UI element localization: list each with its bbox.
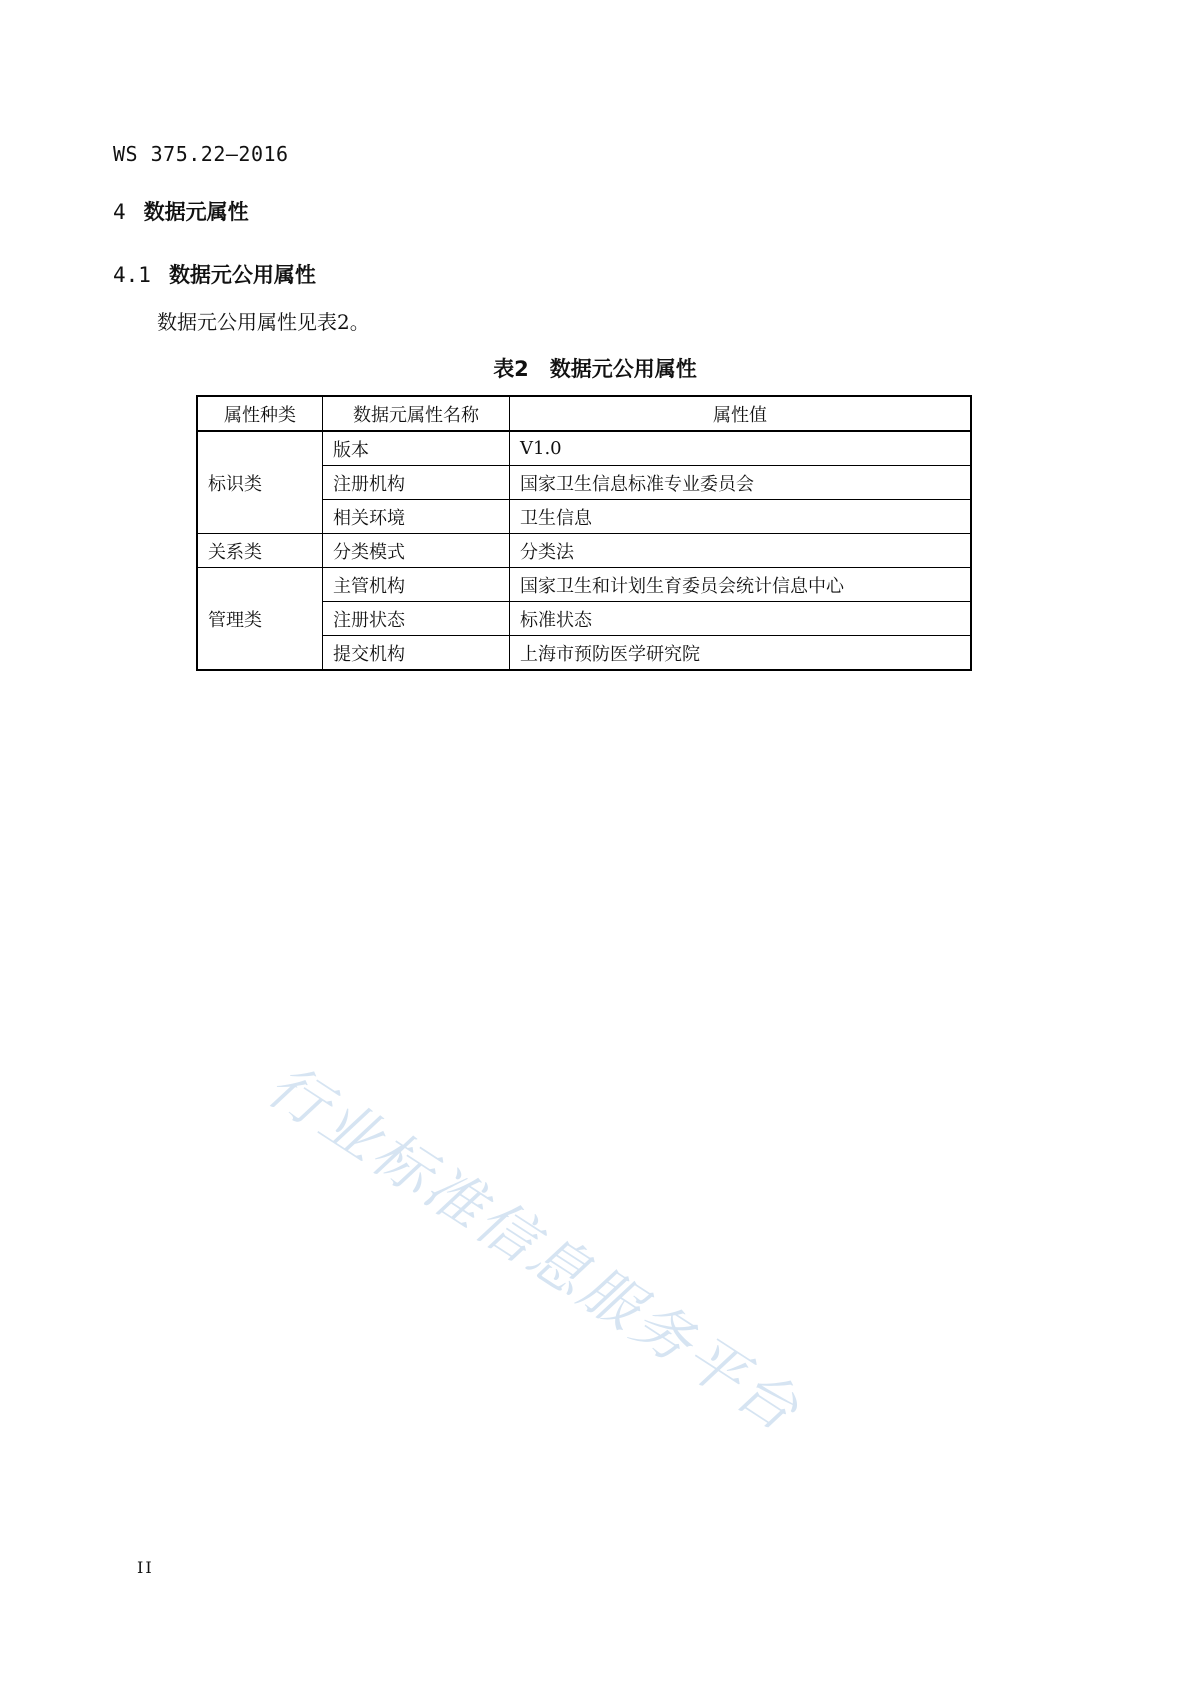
subsection-heading: [113, 259, 316, 289]
subsection-title: 数据元公用属性: [168, 263, 316, 287]
attribute-name-cell: 相关环境: [323, 500, 510, 534]
attribute-name-cell: 提交机构: [323, 636, 510, 671]
attribute-name-cell: 分类模式: [323, 534, 510, 568]
standard-code: WS 375.22—2016: [113, 142, 289, 166]
page-number: II: [137, 1558, 154, 1577]
attribute-value-cell: V1.0: [510, 431, 972, 466]
category-cell: 关系类: [197, 534, 323, 568]
table-row: [197, 431, 971, 466]
attribute-value-cell: 标准状态: [510, 602, 972, 636]
watermark: 行业标准信息服务平台: [255, 1050, 813, 1446]
table-caption: 表2 数据元公用属性: [493, 357, 697, 381]
attribute-value-cell: 国家卫生和计划生育委员会统计信息中心: [510, 568, 972, 602]
section-heading: [113, 196, 249, 226]
attribute-value-cell: 上海市预防医学研究院: [510, 636, 972, 671]
attribute-value-cell: 卫生信息: [510, 500, 972, 534]
subsection-number: 4.1: [113, 263, 151, 287]
attribute-name-cell: 主管机构: [323, 568, 510, 602]
attribute-name-cell: 版本: [323, 431, 510, 466]
header-attribute-value: 属性值: [510, 396, 972, 431]
table-header-row: [197, 396, 971, 431]
section-title: 数据元属性: [143, 200, 249, 224]
category-cell: 标识类: [197, 431, 323, 534]
table-row: [197, 568, 971, 602]
table-row: [197, 534, 971, 568]
category-cell: 管理类: [197, 568, 323, 671]
attribute-value-cell: 分类法: [510, 534, 972, 568]
intro-paragraph: 数据元公用属性见表2。: [157, 310, 370, 334]
attribute-name-cell: 注册机构: [323, 466, 510, 500]
attribute-name-cell: 注册状态: [323, 602, 510, 636]
section-number: 4: [113, 200, 126, 224]
attribute-table: [196, 395, 972, 671]
header-category: 属性种类: [197, 396, 323, 431]
attribute-value-cell: 国家卫生信息标准专业委员会: [510, 466, 972, 500]
header-attribute-name: 数据元属性名称: [323, 396, 510, 431]
